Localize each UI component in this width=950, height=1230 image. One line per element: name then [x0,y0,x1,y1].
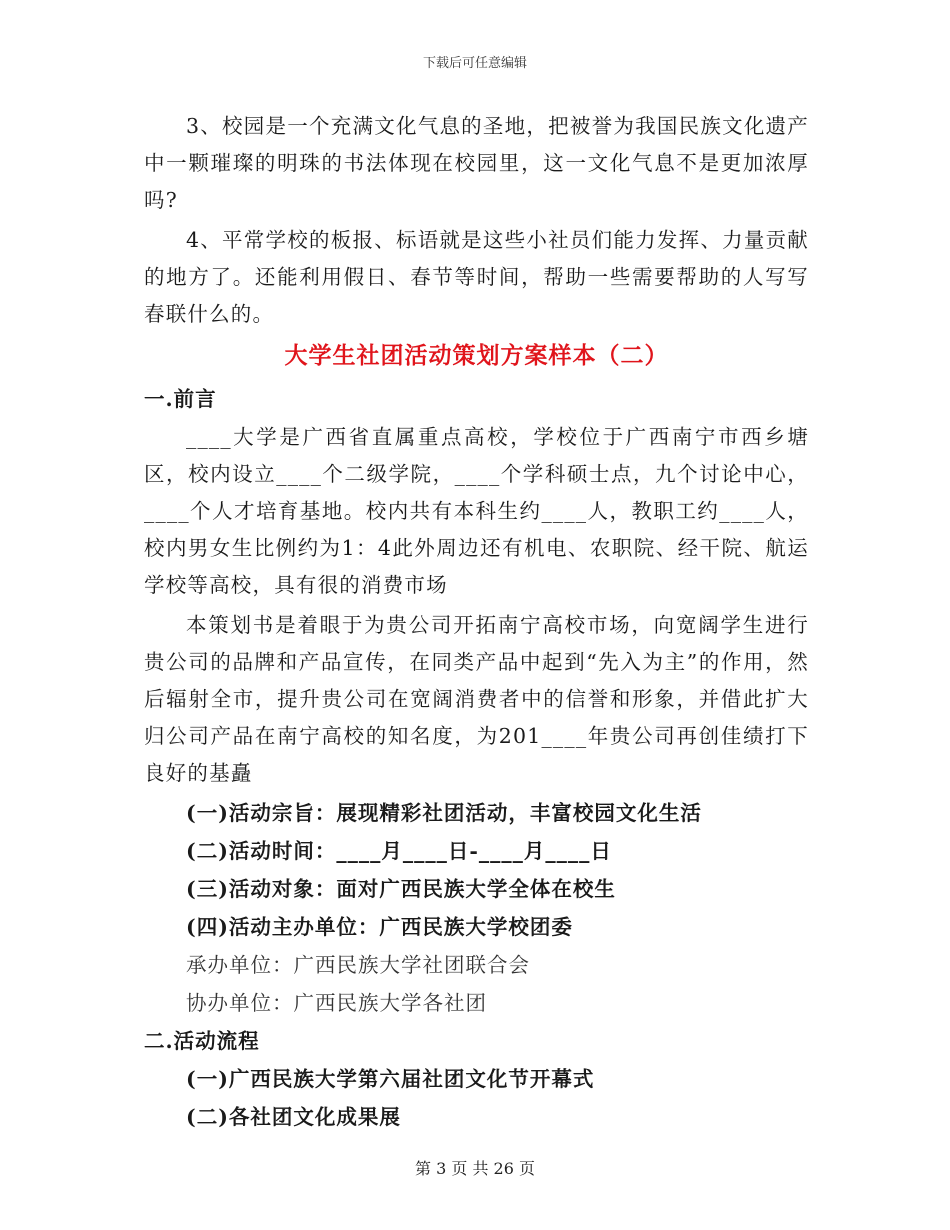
section-heading-preface: 一.前言 [144,387,217,411]
item-time: (二)活动时间：____月____日-____月____日 [186,839,612,863]
item-host: 承办单位：广西民族大学社团联合会 [186,953,530,977]
item-exhibition: (二)各社团文化成果展 [186,1105,401,1129]
section-heading-process: 二.活动流程 [144,1029,260,1053]
preface-paragraph-1: ____大学是广西省直属重点高校，学校位于广西南宁市西乡塘区，校内设立____个二级学院，____个学科硕士点，九个讨论中心，____个人才培育基地。校内共有本科生约____人，教职工约____人，校内男女生比例约为1：4此外周边还有机电、农职院、经干院、航运学校等高校，具有很的消费市场 [144,425,809,597]
item-purpose: (一)活动宗旨：展现精彩社团活动，丰富校园文化生活 [186,801,702,825]
document-body [144,108,809,1137]
document-title: 大学生社团活动策划方案样本（二） [284,342,669,369]
item-co-host: 协办单位：广西民族大学各社团 [186,991,487,1015]
page-header: 下载后可任意编辑 [422,56,527,71]
item-organizer: (四)活动主办单位：广西民族大学校团委 [186,915,573,939]
paragraph-4: 4、平常学校的板报、标语就是这些小社员们能力发挥、力量贡献的地方了。还能利用假日、春节等时间，帮助一些需要帮助的人写写春联什么的。 [144,228,809,326]
item-opening-ceremony: (一)广西民族大学第六届社团文化节开幕式 [186,1067,595,1091]
paragraph-3: 3、校园是一个充满文化气息的圣地，把被誉为我国民族文化遗产中一颗璀璨的明珠的书法体现在校园里，这一文化气息不是更加浓厚吗? [144,114,809,212]
item-audience: (三)活动对象：面对广西民族大学全体在校生 [186,877,616,901]
page-footer: 第 3 页 共 26 页 [415,1159,535,1178]
preface-paragraph-2: 本策划书是着眼于为贵公司开拓南宁高校市场，向宽阔学生进行贵公司的品牌和产品宣传，在同类产品中起到“先入为主”的作用，然后辐射全市，提升贵公司在宽阔消费者中的信誉和形象，并借此扩大归公司产品在南宁高校的知名度，为201____年贵公司再创佳绩打下良好的基矗 [144,613,809,785]
